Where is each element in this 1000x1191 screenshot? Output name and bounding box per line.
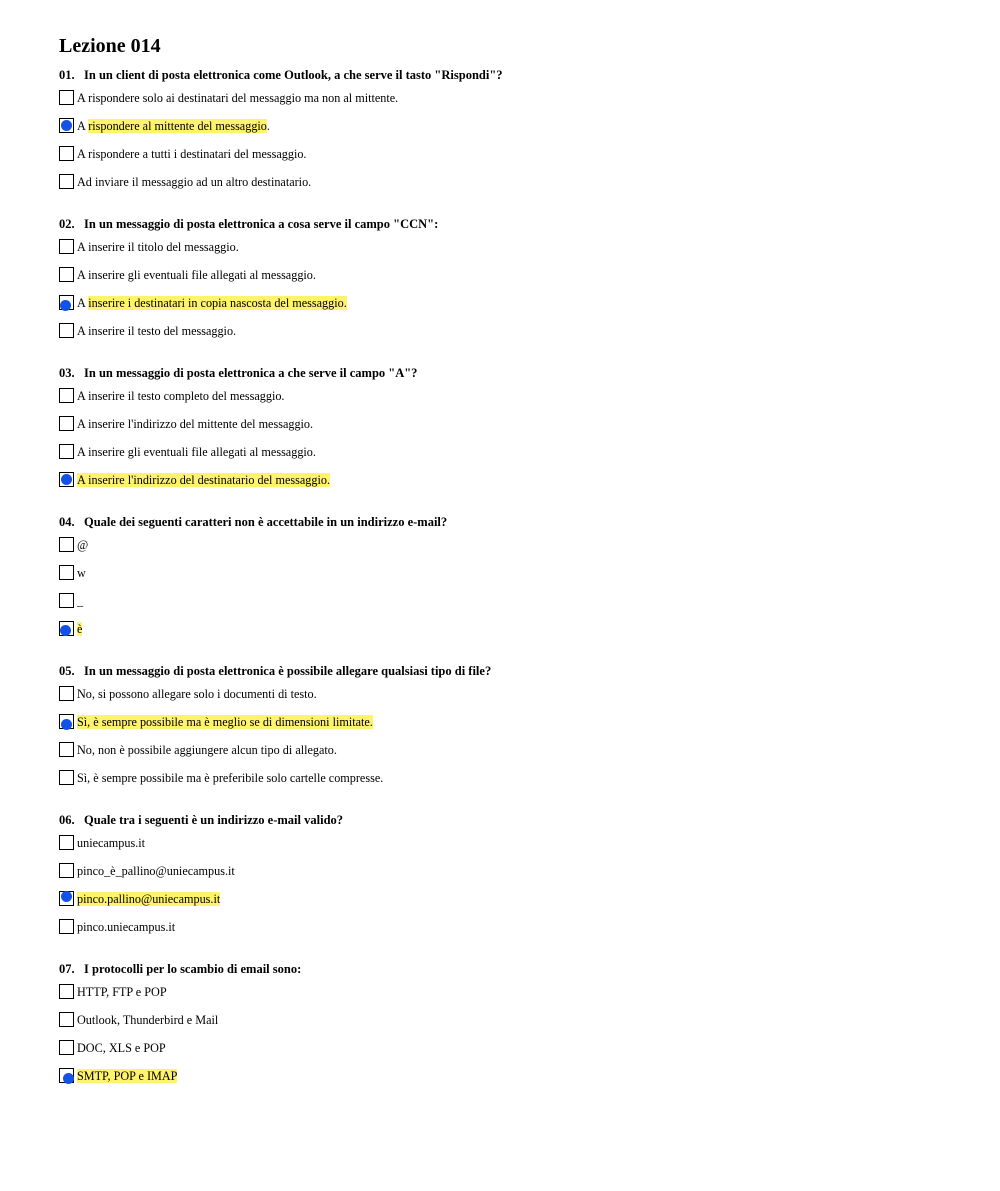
answer-text: HTTP, FTP e POP: [77, 985, 167, 999]
question-title: [59, 66, 959, 84]
question-text: In un client di posta elettronica come Outlook, a che serve il tasto "Rispondi"?: [84, 68, 503, 82]
correct-answer-highlight: rispondere al mittente del messaggio: [88, 119, 267, 133]
question-text: In un messaggio di posta elettronica a cosa serve il campo "CCN":: [84, 217, 439, 231]
answer-checkbox[interactable]: [59, 770, 74, 785]
selected-marker-icon: [60, 300, 71, 311]
correct-answer-highlight: inserire i destinatari in copia nascosta del messaggio.: [88, 296, 347, 310]
correct-answer-highlight: è: [77, 622, 83, 636]
answer-option[interactable]: [59, 1006, 959, 1034]
answer-option[interactable]: [59, 531, 959, 559]
answer-checkbox[interactable]: [59, 1012, 74, 1027]
answer-option[interactable]: [59, 317, 959, 345]
answer-option[interactable]: [59, 466, 959, 494]
answer-text: A inserire i destinatari in copia nascosta del messaggio.: [77, 296, 347, 310]
selected-marker-icon: [60, 625, 71, 636]
answer-text: [77, 885, 220, 913]
answer-checkbox[interactable]: [59, 90, 74, 105]
answer-checkbox[interactable]: [59, 174, 74, 189]
question-number: 07.: [59, 962, 75, 976]
answer-option[interactable]: [59, 913, 959, 941]
question-title: [59, 215, 959, 233]
selected-marker-icon: [63, 1073, 74, 1084]
answer-option[interactable]: [59, 885, 959, 913]
answer-text: Outlook, Thunderbird e Mail: [77, 1013, 219, 1027]
answer-option[interactable]: [59, 829, 959, 857]
answer-checkbox[interactable]: [59, 984, 74, 999]
selected-marker-icon: [61, 120, 72, 131]
answer-text: [77, 708, 373, 736]
answer-text: Ad inviare il messaggio ad un altro destinatario.: [77, 175, 312, 189]
answer-checkbox[interactable]: [59, 267, 74, 282]
correct-answer-highlight: Sì, è sempre possibile ma è meglio se di dimensioni limitate.: [77, 715, 373, 729]
answer-checkbox[interactable]: [59, 444, 74, 459]
answer-text: A rispondere solo ai destinatari del messaggio ma non al mittente.: [77, 91, 399, 105]
answer-option[interactable]: [59, 410, 959, 438]
answer-option[interactable]: [59, 764, 959, 792]
answer-text: uniecampus.it: [77, 836, 146, 850]
selected-marker-icon: [61, 474, 72, 485]
question-number: 02.: [59, 217, 75, 231]
question-title: [59, 811, 959, 829]
question-text: Quale dei seguenti caratteri non è accettabile in un indirizzo e-mail?: [84, 515, 448, 529]
question-title: [59, 364, 959, 382]
question-text: Quale tra i seguenti è un indirizzo e-mail valido?: [84, 813, 344, 827]
question-05: [59, 662, 959, 792]
answer-checkbox[interactable]: [59, 686, 74, 701]
answer-option[interactable]: [59, 140, 959, 168]
answer-text: w: [77, 566, 86, 580]
question-07: [59, 960, 959, 1090]
page-title: Lezione 014: [59, 35, 161, 57]
answer-option[interactable]: [59, 708, 959, 736]
answer-option[interactable]: [59, 289, 959, 317]
answer-option[interactable]: [59, 438, 959, 466]
question-04: [59, 513, 959, 643]
answer-text: _: [77, 594, 84, 608]
answer-text: A inserire gli eventuali file allegati al messaggio.: [77, 268, 316, 282]
correct-answer-highlight: pinco.pallino@uniecampus.it: [77, 892, 221, 906]
answer-checkbox[interactable]: [59, 863, 74, 878]
answer-checkbox[interactable]: [59, 323, 74, 338]
answer-option[interactable]: [59, 112, 959, 140]
answer-checkbox[interactable]: [59, 146, 74, 161]
answer-checkbox[interactable]: [59, 565, 74, 580]
answer-option[interactable]: [59, 978, 959, 1006]
answer-text: A inserire l'indirizzo del mittente del messaggio.: [77, 417, 314, 431]
answer-option[interactable]: [59, 680, 959, 708]
answer-text: A inserire il testo del messaggio.: [77, 324, 237, 338]
answer-checkbox[interactable]: [59, 537, 74, 552]
correct-answer-highlight: A inserire l'indirizzo del destinatario del messaggio.: [77, 473, 330, 487]
question-number: 03.: [59, 366, 75, 380]
question-title: [59, 662, 959, 680]
answer-option[interactable]: [59, 615, 959, 643]
selected-marker-icon: [61, 719, 72, 730]
page-content: [59, 34, 959, 1090]
answer-text: A inserire il testo completo del messaggio.: [77, 389, 285, 403]
answer-option[interactable]: [59, 168, 959, 196]
answer-option[interactable]: [59, 559, 959, 587]
question-text: I protocolli per lo scambio di email sono:: [84, 962, 302, 976]
answer-checkbox[interactable]: [59, 388, 74, 403]
question-06: [59, 811, 959, 941]
question-list: [59, 66, 959, 1090]
answer-text: pinco_è_pallino@uniecampus.it: [77, 864, 235, 878]
answer-option[interactable]: [59, 233, 959, 261]
answer-option[interactable]: [59, 261, 959, 289]
answer-text: @: [77, 538, 89, 552]
answer-option[interactable]: [59, 84, 959, 112]
answer-text: A inserire il titolo del messaggio.: [77, 240, 239, 254]
answer-text: A inserire gli eventuali file allegati al messaggio.: [77, 445, 316, 459]
answer-option[interactable]: [59, 587, 959, 615]
answer-checkbox[interactable]: [59, 239, 74, 254]
question-title: [59, 513, 959, 531]
answer-checkbox[interactable]: [59, 835, 74, 850]
question-03: [59, 364, 959, 494]
answer-option[interactable]: [59, 1034, 959, 1062]
answer-text: No, non è possibile aggiungere alcun tipo di allegato.: [77, 743, 337, 757]
question-01: [59, 66, 959, 196]
answer-text: [77, 1062, 177, 1090]
answer-checkbox[interactable]: [59, 919, 74, 934]
answer-text: Sì, è sempre possibile ma è preferibile solo cartelle compresse.: [77, 771, 384, 785]
answer-option[interactable]: [59, 1062, 959, 1090]
answer-text: A rispondere al mittente del messaggio.: [77, 119, 270, 133]
answer-text: [77, 615, 82, 643]
selected-marker-icon: [61, 891, 72, 902]
answer-checkbox[interactable]: [59, 416, 74, 431]
question-text: In un messaggio di posta elettronica a che serve il campo "A"?: [84, 366, 418, 380]
question-title: [59, 960, 959, 978]
question-number: 04.: [59, 515, 75, 529]
answer-option[interactable]: [59, 382, 959, 410]
question-text: In un messaggio di posta elettronica è possibile allegare qualsiasi tipo di file?: [84, 664, 492, 678]
answer-text: [77, 466, 330, 494]
question-number: 06.: [59, 813, 75, 827]
question-number: 01.: [59, 68, 75, 82]
answer-checkbox[interactable]: [59, 1040, 74, 1055]
answer-text: pinco.uniecampus.it: [77, 920, 176, 934]
answer-text: No, si possono allegare solo i documenti di testo.: [77, 687, 317, 701]
answer-checkbox[interactable]: [59, 742, 74, 757]
question-02: [59, 215, 959, 345]
answer-option[interactable]: [59, 857, 959, 885]
correct-answer-highlight: SMTP, POP e IMAP: [77, 1069, 178, 1083]
answer-checkbox[interactable]: [59, 593, 74, 608]
answer-text: A rispondere a tutti i destinatari del messaggio.: [77, 147, 307, 161]
question-number: 05.: [59, 664, 75, 678]
answer-option[interactable]: [59, 736, 959, 764]
answer-text: DOC, XLS e POP: [77, 1041, 166, 1055]
